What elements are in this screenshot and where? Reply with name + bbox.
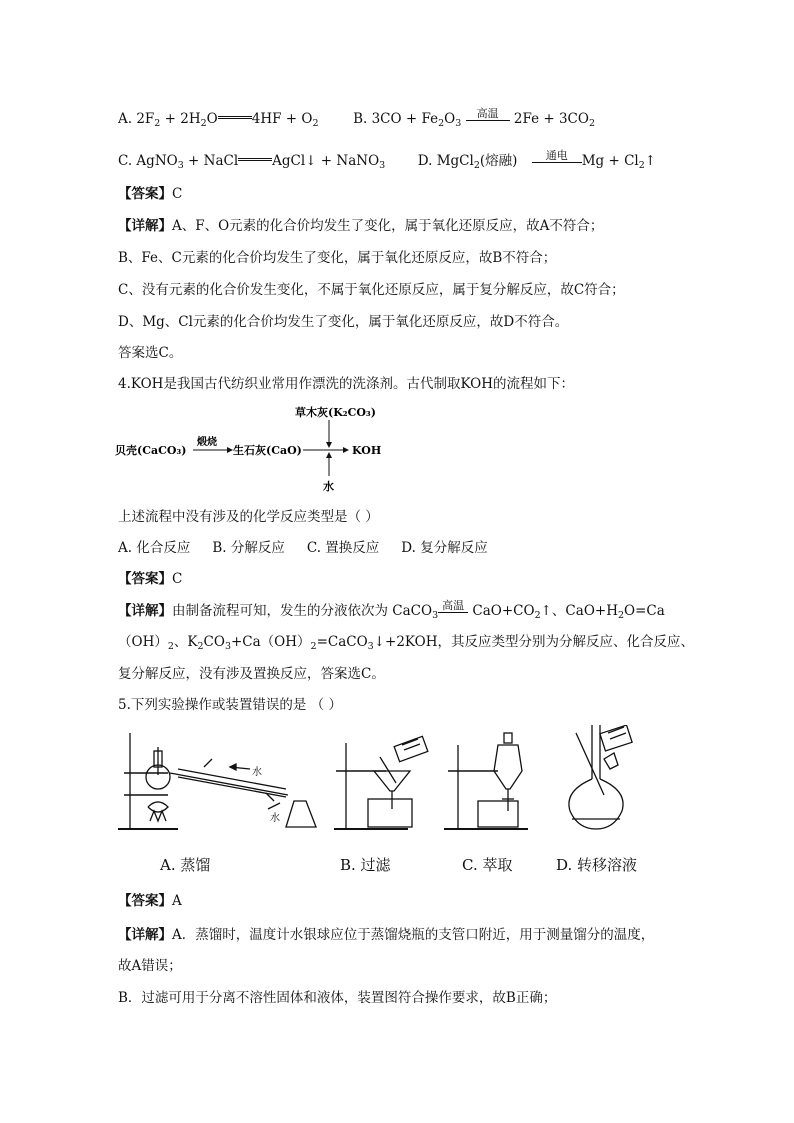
option-c-equation: C. AgNO$_3$ + NaCl AgCl↓ + NaNO$_3$ xyxy=(118,153,386,171)
koh-flow-diagram xyxy=(115,402,415,494)
lab-apparatus-figure xyxy=(118,725,638,837)
q4-answer: 【答案】C xyxy=(118,571,183,587)
label-d: D. 转移溶液 xyxy=(556,856,638,874)
water-label-in: 水 xyxy=(252,767,262,778)
equals-sign-icon xyxy=(218,116,252,119)
q4-option-b: B. 分解反应 xyxy=(212,540,285,556)
q4-option-a: A. 化合反应 xyxy=(118,540,191,556)
q4-option-d: D. 复分解反应 xyxy=(401,540,488,556)
q3-options-row-2 xyxy=(118,150,656,176)
water-label-out: 水 xyxy=(270,813,280,824)
q4-options xyxy=(118,538,488,558)
q3-detail-line-4: D、Mg、Cl元素的化合价均发生了变化，属于氧化还原反应，故D不符合。 xyxy=(118,314,569,330)
volumetric-flask-apparatus xyxy=(569,725,632,829)
q4-detail-line-2: $(OH)_2$、$K_2CO_3+Ca(OH)_2=CaCO_3↓+2KOH$，其反应类型分别为分解反应、化合反应、 xyxy=(118,634,694,652)
flow-calcine: 煅烧 xyxy=(197,437,217,448)
q5-stem: 5.下列实验操作或装置错误的是 （ ） xyxy=(118,697,342,713)
flow-shell: 贝壳(CaCO₃) xyxy=(115,444,187,457)
q5-detail-line-3: B．过滤可用于分离不溶性固体和液体，装置图符合操作要求，故B正确； xyxy=(118,990,557,1006)
q5-answer: 【答案】A xyxy=(118,893,182,909)
q4-option-c: C. 置换反应 xyxy=(306,540,380,556)
q5-detail-line-1: 【详解】A．蒸馏时，温度计水银球应位于蒸馏烧瓶的支管口附近，用于测量馏分的温度， xyxy=(118,927,655,943)
q3-detail-line-2: B、Fe、C元素的化合价均发生了变化，属于氧化还原反应，故B不符合； xyxy=(118,250,557,266)
q5-detail-line-2: 故A错误； xyxy=(118,958,182,974)
label-b: B. 过滤 xyxy=(340,856,391,874)
label-a: A. 蒸馏 xyxy=(160,856,211,874)
reaction-condition: 高温 xyxy=(438,600,468,615)
separatory-funnel-apparatus xyxy=(444,733,528,829)
label-c: C. 萃取 xyxy=(462,856,513,874)
q3-detail-line-5: 答案选C。 xyxy=(118,345,183,361)
filtration-apparatus xyxy=(334,736,428,829)
reaction-condition: 通电 xyxy=(532,150,582,165)
q3-options-row-1 xyxy=(118,108,595,134)
distillation-apparatus xyxy=(118,733,316,829)
q3-answer: 【答案】C xyxy=(118,186,183,202)
option-d-equation: D. MgCl$_2$(熔融) 通电 $Mg + Cl_2↑$ xyxy=(417,149,657,171)
flow-ash: 草木灰(K₂CO₃) xyxy=(295,406,376,419)
flow-lime: 生石灰(CaO) xyxy=(233,444,302,457)
flow-water: 水 xyxy=(323,480,334,493)
q4-detail-line-1: 【详解】由制备流程可知，发生的分液依次为 CaCO$_3$高温 $CaO+CO_2↑$、$CaO+H_2O=Ca$ xyxy=(118,599,665,621)
flow-product: KOH xyxy=(352,444,382,457)
q4-question: 上述流程中没有涉及的化学反应类型是（ ） xyxy=(118,509,379,525)
q4-detail-line-3: 复分解反应，没有涉及置换反应，答案选C。 xyxy=(118,666,385,682)
option-a-equation: A. $2F_2 + 2H_2O$ $4HF + O_2$ xyxy=(118,111,319,129)
equals-sign-icon xyxy=(238,158,272,161)
q3-detail-line-3: C、没有元素的化合价发生变化，不属于氧化还原反应，属于复分解反应，故C符合； xyxy=(118,282,625,298)
option-b-equation: B. $3CO + Fe_2O_3$ 高温 $2Fe + 3CO_2$ xyxy=(353,107,595,129)
reaction-condition: 高温 xyxy=(466,108,510,123)
q3-detail-line-1: 【详解】A、F、O元素的化合价均发生了变化，属于氧化还原反应，故A不符合； xyxy=(118,218,604,234)
q4-stem: 4.KOH是我国古代纺织业常用作漂洗的洗涤剂。古代制取KOH的流程如下： xyxy=(118,376,575,392)
